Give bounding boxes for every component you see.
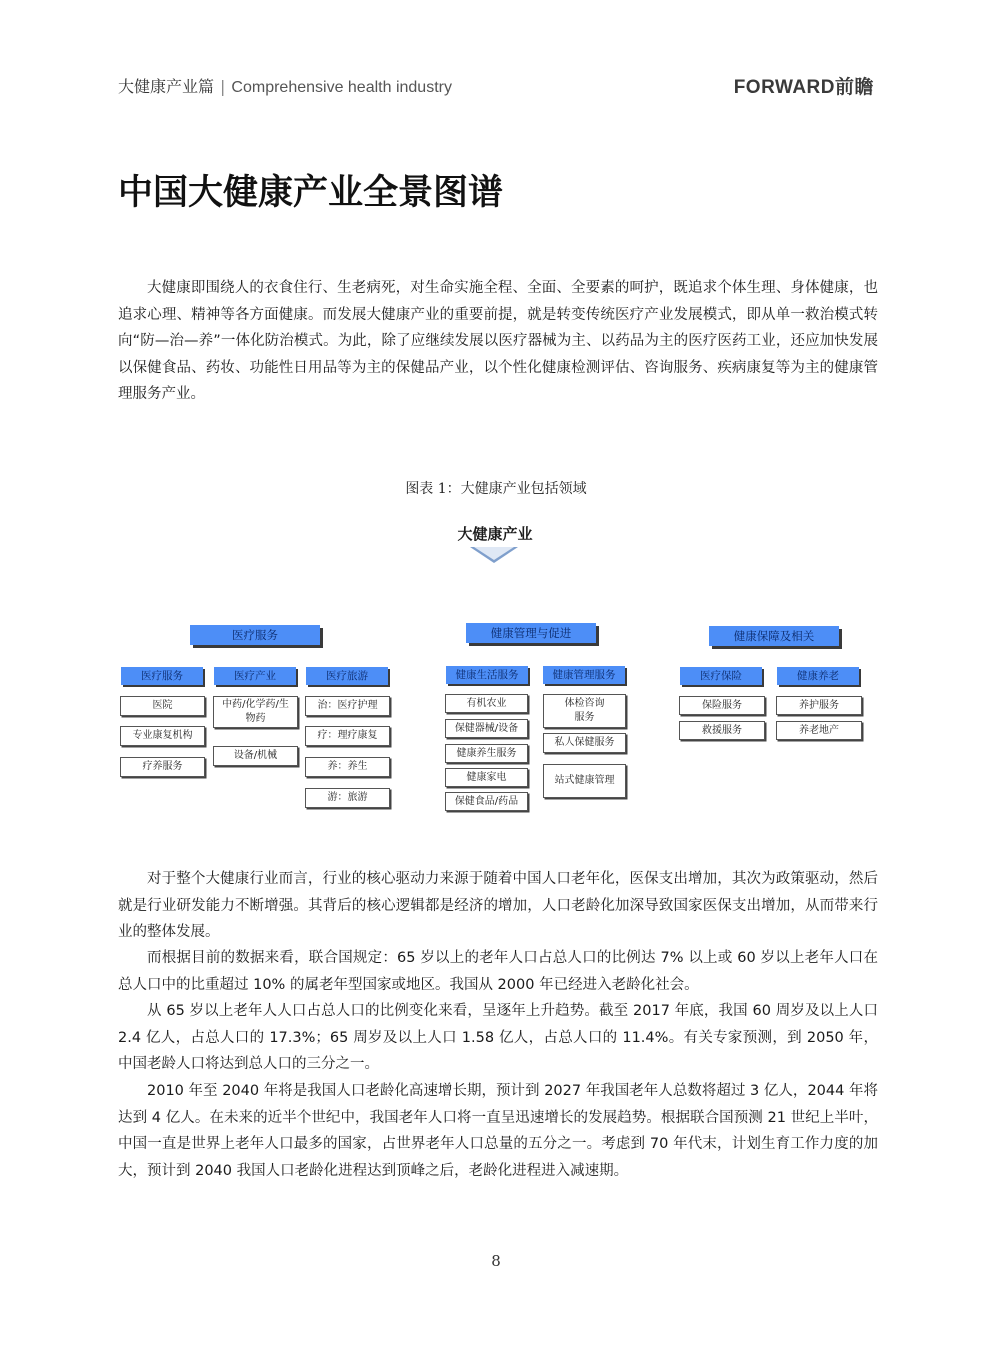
- leaf-sanatorium-service: 疗养服务: [120, 757, 205, 777]
- leaf-one-stop-management: 站式健康管理: [543, 764, 626, 798]
- subcategory-health-elderly-care: 健康养老: [777, 667, 859, 685]
- figure-caption: 图表 1：大健康产业包括领域: [405, 481, 587, 497]
- category-medical-services: 医疗服务: [190, 625, 320, 645]
- body-paragraph-un-definition: 而根据目前的数据来看，联合国规定：65 岁以上的老年人口占总人口的比例达 7% 以上或 60 岁以上老年人口在总人口中的比重超过 10% 的属老年型国家或地区。我国从 2000 年已经进入老龄化社会。: [118, 950, 878, 993]
- subcategory-medical-tourism: 医疗旅游: [306, 667, 388, 685]
- intro-paragraph: 大健康即围绕人的衣食住行、生老病死，对生命实施全程、全面、全要素的呵护，既追求个体生理、身体健康，也追求心理、精神等各方面健康。而发展大健康产业的重要前提，就是转变传统医疗产业发展模式，即从单一救治模式转向“防—治—养”一体化防治模式。为此，除了应继续发展以医疗器械为主、以药品为主的医疗医药工业，还应加快发展以保健食品、药妆、功能性日用品等为主的保健品产业，以个性化健康检测评估、咨询服务、疾病康复等为主的健康管理服务产业。: [118, 280, 878, 402]
- body-paragraph-drivers: 对于整个大健康行业而言，行业的核心驱动力来源于随着中国人口老年化，医保支出增加，其次为政策驱动，然后就是行业研发能力不断增强。其背后的核心逻辑都是经济的增加，人口老龄化加深导致国家医保支出增加，从而带来行业的整体发展。: [118, 871, 878, 940]
- leaf-insurance-service: 保险服务: [679, 696, 765, 715]
- leaf-equipment: 设备/机械: [213, 746, 298, 766]
- leaf-wellness: 养：养生: [305, 757, 390, 777]
- leaf-medicines: 中药/化学药/生物药: [213, 696, 298, 728]
- category-health-management: 健康管理与促进: [466, 623, 596, 643]
- leaf-hospital: 医院: [120, 696, 205, 716]
- subcategory-healthy-living: 健康生活服务: [446, 666, 528, 684]
- leaf-nursing-service: 养护服务: [776, 696, 862, 715]
- leaf-health-appliances: 健康家电: [445, 768, 528, 787]
- header-section-cn: 大健康产业篇: [118, 77, 215, 96]
- leaf-health-food: 保健食品/药品: [445, 792, 528, 811]
- leaf-checkup-consulting: 体检咨询服务: [543, 694, 626, 728]
- leaf-organic-agriculture: 有机农业: [445, 694, 528, 713]
- leaf-physio-rehab: 疗：理疗康复: [305, 726, 390, 746]
- leaf-rescue-service: 救援服务: [679, 721, 765, 740]
- subcategory-medical-insurance: 医疗保险: [680, 667, 762, 685]
- running-header: [118, 74, 452, 97]
- leaf-private-care: 私人保健服务: [543, 733, 626, 753]
- leaf-medical-care: 治：医疗护理: [305, 696, 390, 716]
- brand-logo: FORWARD前瞻: [733, 77, 874, 98]
- diagram-root-label: 大健康产业: [457, 525, 533, 543]
- subcategory-medical-industry: 医疗产业: [214, 667, 296, 685]
- page-number: 8: [491, 1252, 501, 1270]
- leaf-tourism: 游：旅游: [305, 788, 390, 808]
- leaf-rehab-institution: 专业康复机构: [120, 726, 205, 746]
- header-separator: |: [220, 77, 226, 96]
- leaf-health-equipment: 保健器械/设备: [445, 719, 528, 738]
- page-title: 中国大健康产业全景图谱: [118, 173, 504, 213]
- subcategory-medical-services: 医疗服务: [121, 667, 203, 685]
- down-arrow-icon-fill: [474, 547, 514, 560]
- header-section-en: Comprehensive health industry: [231, 79, 452, 96]
- subcategory-health-management-service: 健康管理服务: [543, 666, 625, 684]
- body-paragraph-aging-trend: 从 65 岁以上老年人人口占总人口的比例变化来看，呈逐年上升趋势。截至 2017 年底，我国 60 周岁及以上人口 2.4 亿人，占总人口的 17.3%；65 周岁及以上人口 1.58 亿人，占总人口的 11.4%。有关专家预测，到 2050 年，中国老龄人口将达到总人口的三分之一。: [118, 1003, 878, 1072]
- leaf-wellness-service: 健康养生服务: [445, 744, 528, 763]
- body-paragraph-forecast: 2010 年至 2040 年将是我国人口老龄化高速增长期，预计到 2027 年我国老年人总数将超过 3 亿人，2044 年将达到 4 亿人。在未来的近半个世纪中，我国老年人口将一直呈迅速增长的发展趋势。根据联合国预测 21 世纪上半叶，中国一直是世界上老年人口最多的国家，占世界老年人口总量的五分之一。考虑到 70 年代末，计划生育工作力度的加大，预计到 2040 我国人口老龄化进程达到顶峰之后，老龄化进程进入减速期。: [118, 1083, 878, 1179]
- leaf-elderly-real-estate: 养老地产: [776, 721, 862, 740]
- category-health-security: 健康保障及相关: [709, 626, 839, 646]
